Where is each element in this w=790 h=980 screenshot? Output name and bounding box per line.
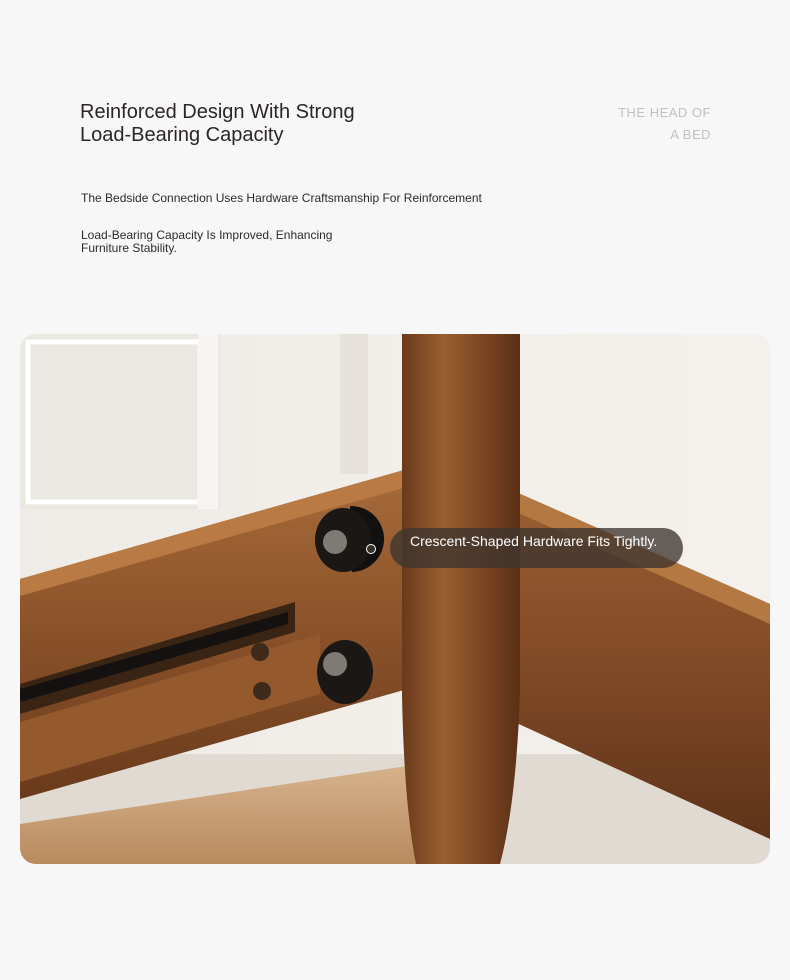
description-hardware: The Bedside Connection Uses Hardware Craftsmanship For Reinforcement — [81, 191, 482, 205]
side-tag-line-2: A BED — [670, 127, 711, 142]
screw-lower — [253, 682, 271, 700]
bolt-bottom — [323, 652, 347, 676]
panel-edge — [198, 334, 218, 509]
hardware-cutout-bottom — [317, 640, 373, 704]
hotspot-marker[interactable] — [366, 544, 376, 554]
bed-joint-illustration — [20, 334, 770, 864]
wall-pillar — [340, 334, 368, 474]
section-title: Reinforced Design With Strong Load-Bearing Capacity — [80, 101, 355, 146]
description-stability: Load-Bearing Capacity Is Improved, Enhancing Furniture Stability. — [81, 228, 333, 255]
side-tag — [618, 102, 711, 146]
bolt-top — [323, 530, 347, 554]
side-tag-line-1: THE HEAD OF — [618, 105, 711, 120]
hardware-callout: Crescent-Shaped Hardware Fits Tightly. — [390, 528, 683, 568]
wall-panel — [20, 334, 220, 509]
bed-leg — [402, 334, 520, 864]
product-photo — [20, 334, 770, 864]
screw-upper — [251, 643, 269, 661]
